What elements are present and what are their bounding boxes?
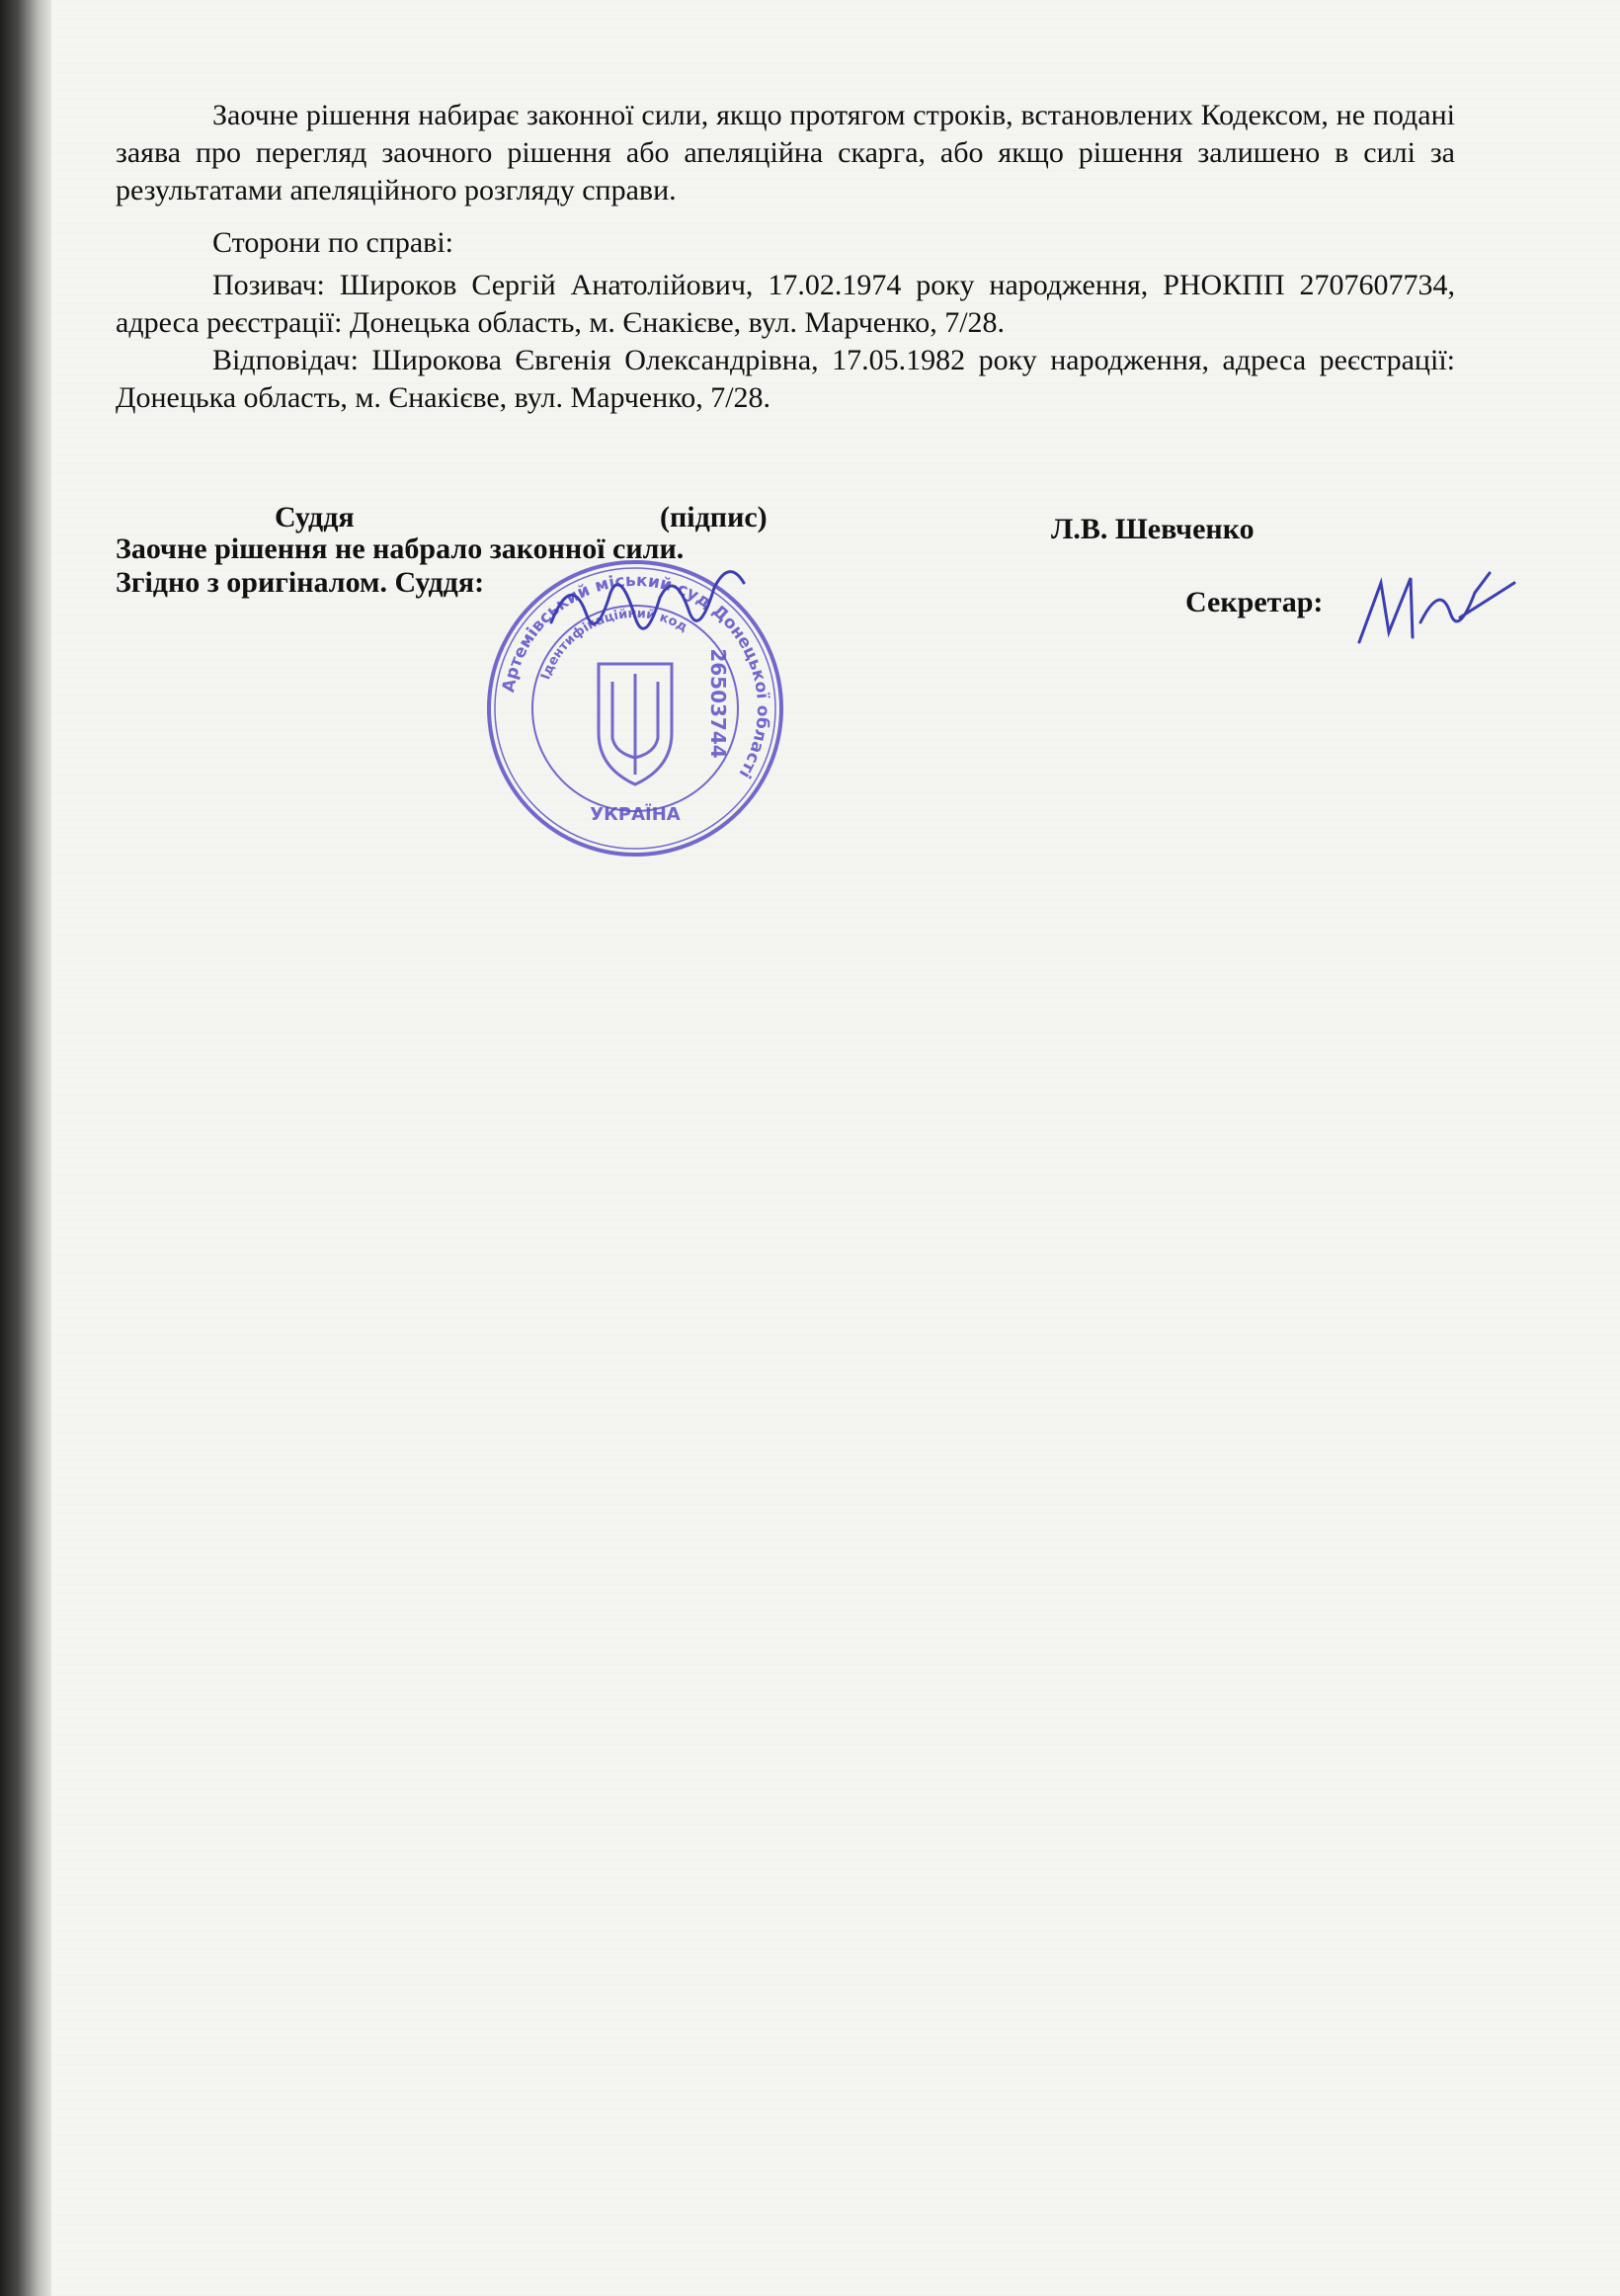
parties-heading: Сторони по справі: xyxy=(212,226,454,259)
judge-signature-svg xyxy=(541,553,759,662)
judge-signature xyxy=(541,553,759,662)
stamp-outer-text: Артемівський міський суд Донецької області xyxy=(499,570,773,782)
stamp-code: 26503744 xyxy=(706,648,730,759)
trident-icon xyxy=(599,664,672,784)
not-in-force-note: Заочне рішення не набрало законної сили. xyxy=(116,533,685,565)
judge-label: Суддя xyxy=(275,501,355,533)
certified-copy-note: Згідно з оригіналом. Суддя: xyxy=(116,566,485,599)
judge-signature-stroke xyxy=(551,572,744,629)
secretary-label: Секретар: xyxy=(1185,586,1324,618)
plaintiff-info: Позивач: Широков Сергій Анатолійович, 17.02.1974 року народження, РНОКПП 2707607734, адреса реєстрації: Донецька область, м. Єнакієве, вул. Марченко, 7/28. xyxy=(116,269,1455,339)
stamp-bottom-text: УКРАЇНА xyxy=(590,804,681,825)
scan-left-edge xyxy=(0,0,51,2296)
secretary-signature xyxy=(1351,563,1519,652)
defendant-info: Відповідач: Широкова Євгенія Олександрівна, 17.05.1982 року народження, адреса реєстрації: Донецька область, м. Єнакієве, вул. Марченко, 7/28. xyxy=(116,344,1455,414)
paragraph-effective-date: Заочне рішення набирає законної сили, якщо протягом строків, встановлених Кодексом, не подані заява про перегляд заочного рішення або апеляційна скарга, або якщо рішення залишено в силі за результатами апеляційного розгляду справи. xyxy=(116,99,1455,206)
secretary-signature-svg xyxy=(1351,563,1519,652)
stamp-inner-text: Ідентифікаційний код xyxy=(538,606,690,682)
signature-placeholder: (підпис) xyxy=(660,501,768,533)
judge-name: Л.В. Шевченко xyxy=(1051,513,1255,545)
secretary-signature-stroke xyxy=(1359,573,1514,642)
